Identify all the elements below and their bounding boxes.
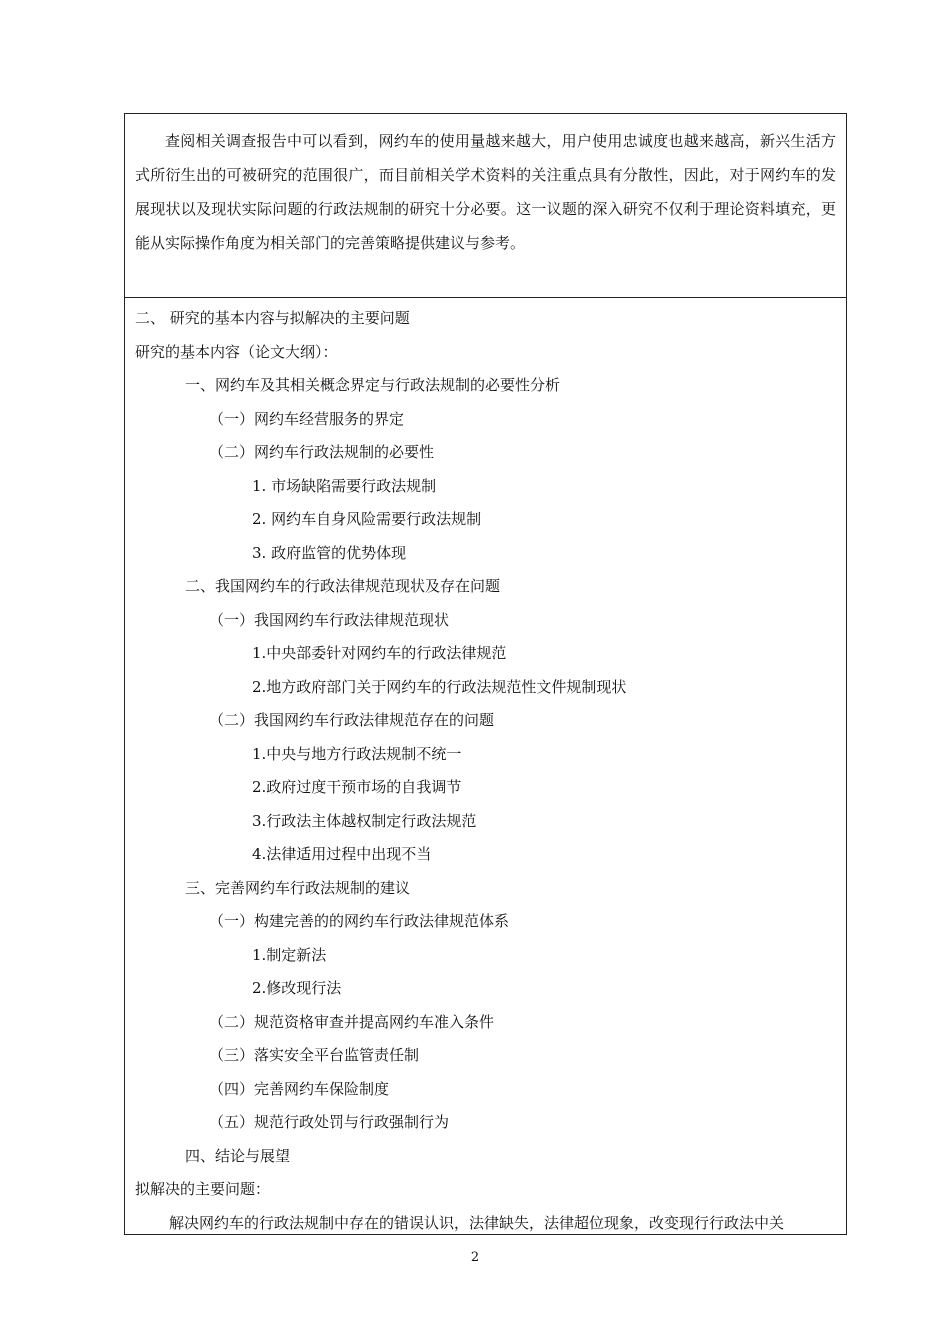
content-cell — [135, 302, 836, 1240]
outline-item: （一）网约车经营服务的界定 — [209, 409, 405, 428]
intro-cell — [135, 124, 836, 260]
form-table — [124, 113, 847, 1235]
intro-paragraph: 查阅相关调查报告中可以看到，网约车的使用量越来越大，用户使用忠诚度也越来越高，新兴生活方式所衍生出的可被研究的范围很广，而目前相关学术资料的关注重点具有分散性，因此，对于网约车的发展现状以及现状实际问题的行政法规制的研究十分必要。这一议题的深入研究不仅利于理论资料填充，更能从实际操作角度为相关部门的完善策略提供建议与参考。 — [135, 132, 836, 252]
outline-item: 2.修改现行法 — [252, 979, 342, 997]
problems-text: 解决网约车的行政法规制中存在的错误认识，法律缺失，法律超位现象，改变现行行政法中关 — [169, 1213, 785, 1232]
outline-item: （二）网约车行政法规制的必要性 — [209, 443, 435, 461]
outline-list — [135, 369, 836, 1173]
outline-item: 2.政府过度干预市场的自我调节 — [252, 778, 462, 796]
outline-item: 1. 市场缺陷需要行政法规制 — [252, 476, 437, 495]
outline-label: 研究的基本内容（论文大纲）： — [135, 342, 338, 361]
outline-item: 4.法律适用过程中出现不当 — [252, 845, 432, 863]
outline-item: （三）落实安全平台监管责任制 — [209, 1046, 420, 1064]
outline-item: 3. 政府监管的优势体现 — [252, 543, 407, 562]
outline-item: 四、结论与展望 — [185, 1146, 291, 1165]
outline-item: 2.地方政府部门关于网约车的行政法规范性文件规制现状 — [252, 677, 627, 696]
outline-item: 二、我国网约车的行政法律规范现状及存在问题 — [185, 577, 501, 595]
outline-item: 1.中央部委针对网约车的行政法律规范 — [252, 644, 507, 662]
outline-item: （二）我国网约车行政法律规范存在的问题 — [209, 711, 495, 729]
table-divider — [125, 297, 846, 298]
outline-item: 3.行政法主体越权制定行政法规范 — [252, 811, 477, 830]
section-heading: 二、 研究的基本内容与拟解决的主要问题 — [135, 309, 410, 327]
outline-item: （二）规范资格审查并提高网约车准入条件 — [209, 1012, 495, 1031]
outline-item: 1.中央与地方行政法规制不统一 — [252, 744, 462, 763]
outline-item: 一、网约车及其相关概念界定与行政法规制的必要性分析 — [185, 376, 561, 394]
page-number: 2 — [470, 1250, 480, 1265]
outline-item: 1.制定新法 — [252, 945, 327, 964]
outline-item: 三、完善网约车行政法规制的建议 — [185, 878, 411, 897]
problems-label: 拟解决的主要问题： — [135, 1180, 271, 1198]
outline-item: （一）构建完善的的网约车行政法律规范体系 — [209, 912, 510, 930]
outline-item: （五）规范行政处罚与行政强制行为 — [209, 1113, 450, 1131]
outline-item: （四）完善网约车保险制度 — [209, 1079, 390, 1098]
outline-item: 2. 网约车自身风险需要行政法规制 — [252, 510, 482, 528]
outline-item: （一）我国网约车行政法律规范现状 — [209, 610, 450, 629]
